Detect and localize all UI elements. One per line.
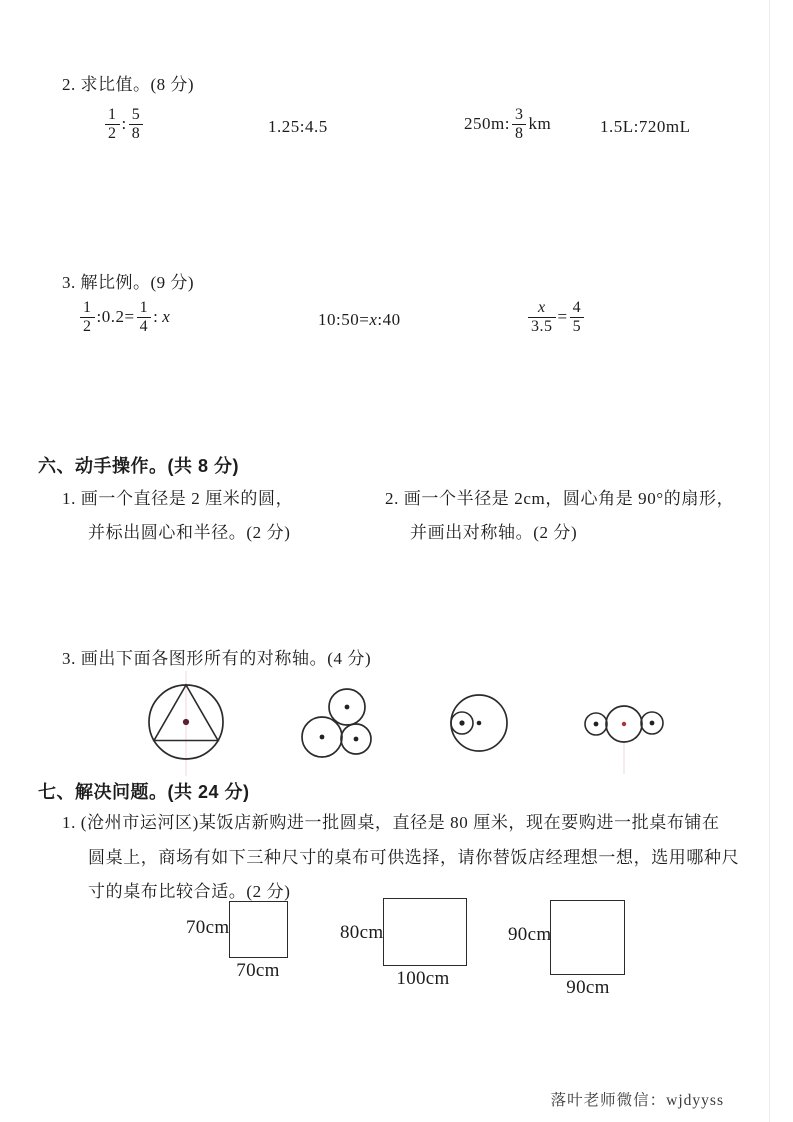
fraction-3-8: $\frac{3}{8}$	[512, 106, 527, 143]
center-dot	[650, 721, 655, 726]
figure-three-circle-cluster	[302, 689, 371, 757]
symmetry-figures	[0, 668, 793, 780]
page-edge-line	[769, 0, 770, 1122]
tablecloth-90x90-height-label: 90cm	[508, 924, 552, 945]
tablecloth-80x100-height-label: 80cm	[340, 922, 384, 943]
tablecloth-70x70-height-label: 70cm	[186, 917, 230, 938]
proportion-expression-1: $\frac{1}{2}$ :0.2= $\frac{1}{4}$ : x	[80, 299, 172, 336]
variable-x: x	[369, 310, 378, 329]
fraction-5-8: $\frac{5}{8}$	[129, 106, 144, 143]
ratio-expression-1	[105, 106, 143, 143]
fraction-4-5: $\frac{4}{5}$	[570, 299, 585, 336]
variable-x: x	[162, 307, 171, 327]
section-7-title: 七、解决问题。(共 24 分)	[38, 782, 250, 802]
center-dot	[354, 737, 359, 742]
tablecloth-70x70-box	[229, 901, 288, 958]
figure-circle-in-circle	[451, 695, 507, 751]
sec6-item1-line1: 1. 画一个直径是 2 厘米的圆，	[62, 489, 294, 508]
center-dot	[459, 720, 464, 725]
teacher-wechat-watermark: 落叶老师微信：wjdyyss	[550, 1092, 724, 1109]
tablecloth-90x90-width-label: 90cm	[566, 977, 610, 998]
tablecloth-90x90-box	[550, 900, 625, 975]
ratio-expression-2: 1.25:4.5	[268, 117, 328, 136]
sec6-item1-line2: 并标出圆心和半径。(2 分)	[88, 523, 291, 542]
sec7-problem1-line2: 圆桌上，商场有如下三种尺寸的桌布可供选择，请你替饭店经理想一想，选用哪种尺	[88, 848, 740, 867]
ratio-colon: :	[121, 114, 127, 134]
tablecloth-80x100-width-label: 100cm	[396, 968, 450, 989]
fraction-1-2: $\frac{1}{2}$	[80, 299, 95, 336]
ratio-expression-4: 1.5L:720mL	[600, 117, 691, 136]
center-dot	[477, 721, 482, 726]
figure-circle-inscribed-triangle	[149, 671, 223, 776]
figure-three-circles-row	[585, 706, 663, 774]
center-dot	[320, 735, 325, 740]
sec6-item2-line1: 2. 画一个半径是 2cm，圆心角是 90°的扇形，	[385, 489, 735, 508]
center-dot-red	[622, 722, 626, 726]
sec6-item2-line2: 并画出对称轴。(2 分)	[410, 523, 578, 542]
center-dot	[183, 719, 189, 725]
fraction-x-3.5: $\frac{x}{3.5}$	[528, 299, 556, 336]
tablecloth-80x100-box	[383, 898, 467, 966]
question-3-title: 3. 解比例。(9 分)	[62, 273, 195, 292]
ratio-expression-3: 250m: $\frac{3}{8}$ km	[464, 106, 552, 142]
center-dot	[594, 722, 599, 727]
question-2-title: 2. 求比值。(8 分)	[62, 75, 195, 94]
tablecloth-70x70-width-label: 70cm	[236, 960, 280, 981]
proportion-expression-3: $\frac{x}{3.5}$ = $\frac{4}{5}$	[528, 299, 584, 336]
sec7-problem1-line1: 1. (沧州市运河区)某饭店新购进一批圆桌，直径是 80 厘米，现在要购进一批桌布铺在	[62, 813, 720, 832]
proportion-expression-2: 10:50= x :40	[318, 310, 401, 329]
center-dot	[345, 705, 350, 710]
sec7-problem1-line3: 寸的桌布比较合适。(2 分)	[88, 882, 291, 901]
fraction-1-4: $\frac{1}{4}$	[137, 299, 152, 336]
sec6-item3: 3. 画出下面各图形所有的对称轴。(4 分)	[62, 649, 372, 668]
fraction-1-2: $\frac{1}{2}$	[105, 106, 120, 143]
section-6-title: 六、动手操作。(共 8 分)	[38, 456, 240, 476]
